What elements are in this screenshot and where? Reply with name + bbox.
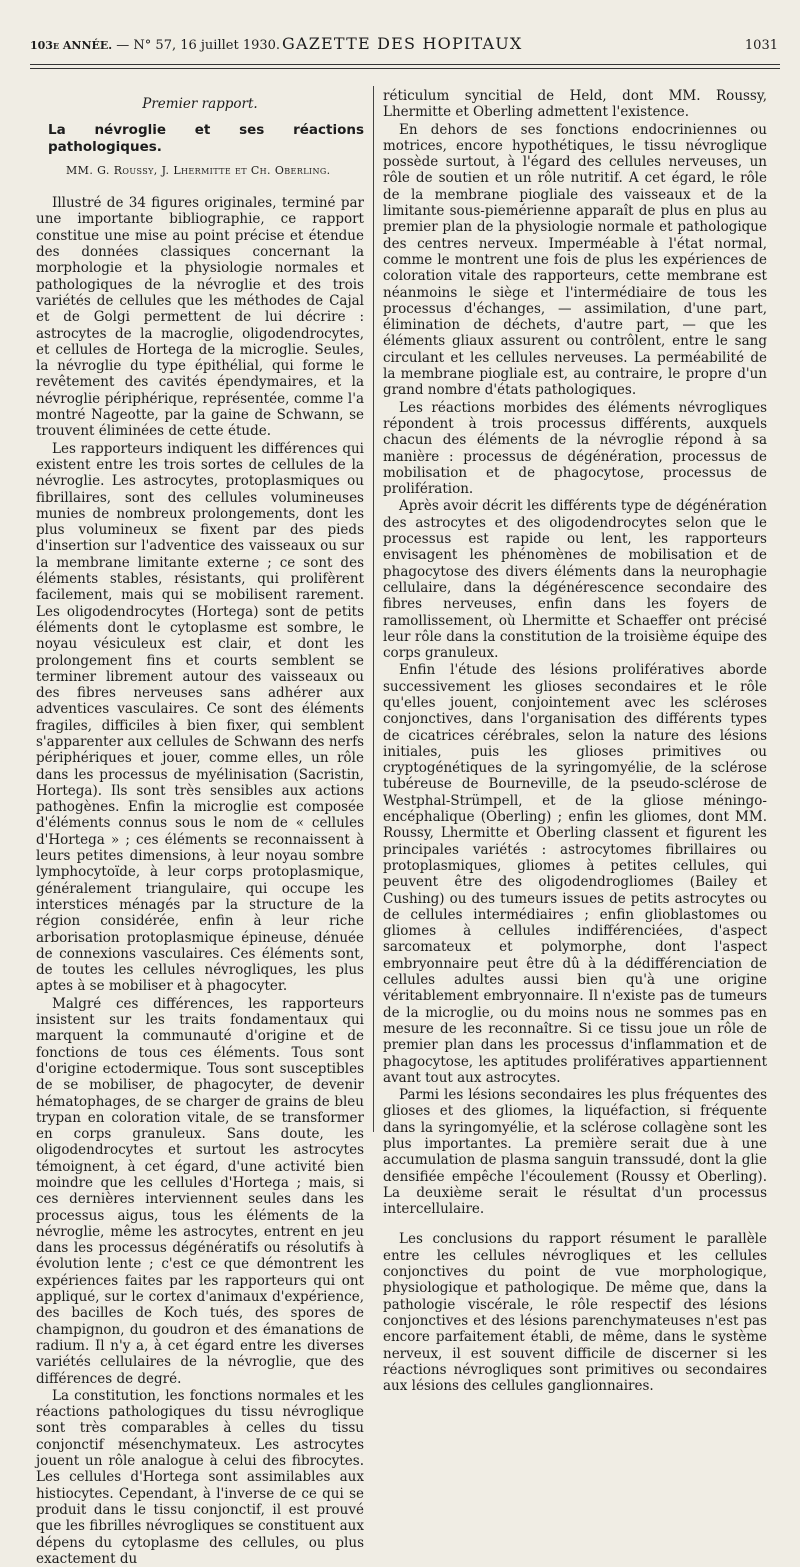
article-kicker: Premier rapport. bbox=[142, 96, 258, 112]
page-header bbox=[30, 34, 778, 58]
issue-number-date: — N° 57, 16 juillet 1930. bbox=[116, 38, 281, 53]
section-gap bbox=[383, 1217, 767, 1231]
paragraph: Enfin l'étude des lésions prolifératives aborde successivement les glioses secondaires et le rôle qu'elles jouent, conjointement avec les scléroses conjonctives, dans l'organisation des différents types de cicatrices cérébrales, selon la nature des lésions initiales, puis les glioses primitives ou cryptogénétiques de la syringomyélie, de la sclérose tubéreuse de Bourneville, de la pseudo-sclérose de Westphal-Strümpell, et de la gliose méningo-encéphalique (Oberling) ; enfin les gliomes, dont MM. Roussy, Lhermitte et Oberling classent et figurent les principales variétés : astrocytomes fibrillaires ou protoplasmiques, gliomes à petites cellules, qui peuvent être des oligodendrogliomes (Bailey et Cushing) ou des tumeurs issues de petits astrocytes ou de cellules intermédiaires ; enfin glioblastomes ou gliomes à cellules indifférenciées, d'aspect sarcomateux et polymorphe, dont l'aspect embryonnaire peut être dû à la dédifférenciation de cellules adultes aussi bien qu'à une origine véritablement embryonnaire. Il n'existe pas de tumeurs de la microglie, ou du moins nous ne sommes pas en mesure de les reconnaître. Si ce tissu joue un rôle de premier plan dans les processus d'inflammation et de phagocytose, les aptitudes prolifératives appartiennent avant tout aux astrocytes. bbox=[383, 662, 767, 1086]
header-rule-top bbox=[30, 64, 780, 65]
journal-title: GAZETTE DES HOPITAUX bbox=[282, 34, 523, 53]
paragraph: Malgré ces différences, les rapporteurs insistent sur les traits fondamentaux qui marquent la communauté d'origine et de fonctions de tous ces éléments. Tous sont d'origine ectodermique. Tous sont susceptibles de se mobiliser, de phagocyter, de devenir hématophages, de se charger de grains de bleu trypan en coloration vitale, de se transformer en corps granuleux. Sans doute, les oligodendrocytes et surtout les astrocytes témoignent, à cet égard, d'une activité bien moindre que les cellules d'Hortega ; mais, si ces dernières interviennent seules dans les processus aigus, tous les éléments de la névroglie, même les astrocytes, entrent en jeu dans les processus dégénératifs ou résolutifs à évolution lente ; c'est ce que démontrent les expériences faites par les rapporteurs qui ont appliqué, sur le cortex d'animaux d'expérience, des bacilles de Koch tués, des spores de champignon, du goudron et des émanations de radium. Il n'y a, à cet égard entre les diverses variétés cellulaires de la névroglie, que des différences de degré. bbox=[36, 995, 364, 1387]
header-rule-bottom bbox=[30, 68, 780, 69]
paragraph: La constitution, les fonctions normales et les réactions pathologiques du tissu névroglique sont très comparables à celles du tissu conjonctif mésenchymateux. Les astrocytes jouent un rôle analogue à celui des fibrocytes. Les cellules d'Hortega sont assimilables aux histiocytes. Cependant, à l'inverse de ce qui se produit dans le tissu conjonctif, il est prouvé que les fibrilles névrogliques se constituent aux dépens du cytoplasme des cellules, ou plus exactement du bbox=[36, 1387, 364, 1567]
paragraph: Les rapporteurs indiquent les différences qui existent entre les trois sortes de cellules de la névroglie. Les astrocytes, protoplasmiques ou fibrillaires, sont des cellules volumineuses munies de nombreux prolongements, dont les plus volumineux se fixent par des pieds d'insertion sur l'adventice des vaisseaux ou sur la membrane limitante externe ; ce sont des éléments stables, résistants, qui prolifèrent facilement, mais qui se mobilisent rarement. Les oligodendrocytes (Hortega) sont de petits éléments dont le cytoplasme est sombre, le noyau vésiculeux est clair, et dont les prolongement fins et courts semblent se terminer librement autour des vaisseaux ou des fibres nerveuses sans adhérer aux adventices vasculaires. Ce sont des éléments fragiles, difficiles à bien fixer, qui semblent s'apparenter aux cellules de Schwann des nerfs périphériques et jouer, comme elles, un rôle dans les processus de myélinisation (Sacristin, Hortega). Ils sont très sensibles aux actions pathogènes. Enfin la microglie est composée d'éléments connus sous le nom de « cellules d'Hortega » ; ces éléments se reconnaissent à leurs petites dimensions, à leur noyau sombre lymphocytoïde, à leur corps protoplasmique, généralement triangulaire, qui occupe les interstices ménagés par la structure de la région considérée, enfin à leur riche arborisation protoplasmique épineuse, dénuée de connexions vasculaires. Ces éléments sont, de toutes les cellules névrogliques, les plus aptes à se mobiliser et à phagocyter. bbox=[36, 440, 364, 995]
column-divider bbox=[373, 86, 374, 1132]
paragraph: réticulum syncitial de Held, dont MM. Roussy, Lhermitte et Oberling admettent l'existence. bbox=[383, 88, 767, 121]
conclusion-paragraph: Les conclusions du rapport résument le parallèle entre les cellules névrogliques et les cellules conjonctives du point de vue morphologique, physiologique et pathologique. De même que, dans la pathologie viscérale, le rôle respectif des lésions conjonctives et des lésions parenchymateuses n'est pas encore parfaitement établi, de même, dans le système nerveux, il est souvent difficile de discerner si les réactions névrogliques sont primitives ou secondaires aux lésions des cellules ganglionnaires. bbox=[383, 1231, 767, 1395]
paragraph: Après avoir décrit les différents type de dégénération des astrocytes et des oligodendrocytes selon que le processus est rapide ou lent, les rapporteurs envisagent les phénomènes de mobilisation et de phagocytose des divers éléments dans la neurophagie cellulaire, dans la dégénérescence secondaire des fibres nerveuses, enfin dans les foyers de ramollissement, où Lhermitte et Schaeffer ont précisé leur rôle dans la constitution de la troisième équipe des corps granuleux. bbox=[383, 498, 767, 662]
paragraph: En dehors de ses fonctions endocriniennes ou motrices, encore hypothétiques, le tissu névroglique possède surtout, à l'égard des cellules nerveuses, un rôle de soutien et un rôle nutritif. A cet égard, le rôle de la membrane piogliale des vaisseaux et de la limitante sous-piemérienne apparaît de plus en plus au premier plan de la physiologie normale et pathologique des centres nerveux. Imperméable à l'état normal, comme le montrent une fois de plus les expériences de coloration vitale des rapporteurs, cette membrane est néanmoins le siège et l'intermédiaire de tous les processus d'échanges, — assimilation, d'une part, élimination de déchets, d'autre part, — que les éléments gliaux assurent ou contrôlent, entre le sang circulant et les cellules nerveuses. La perméabilité de la membrane piogliale est, au contraire, le propre d'un grand nombre d'états pathologiques. bbox=[383, 121, 767, 399]
year-label: 103e ANNÉE. bbox=[30, 39, 113, 52]
left-column bbox=[36, 96, 364, 1567]
article-title: La névroglie et ses réactions pathologiques. bbox=[48, 122, 364, 155]
paragraph: Les réactions morbides des éléments névrogliques répondent à trois processus différents, auxquels chacun des éléments de la névroglie répond à sa manière : processus de dégénération, processus de mobilisation et de phagocytose, processus de prolifération. bbox=[383, 399, 767, 498]
issue-line bbox=[30, 38, 280, 53]
article-authors: MM. G. Roussy, J. Lhermitte et Ch. Oberling. bbox=[66, 163, 331, 177]
paragraph: Parmi les lésions secondaires les plus fréquentes des glioses et des gliomes, la liquéfaction, si fréquente dans la syringomyélie, et la sclérose collagène sont les plus importantes. La première serait due à une accumulation de plasma sanguin transsudé, dont la glie densifiée empêche l'écoulement (Roussy et Oberling). La deuxième serait le résultat d'un processus intercellulaire. bbox=[383, 1087, 767, 1218]
paragraph: Illustré de 34 figures originales, terminé par une importante bibliographie, ce rapport constitue une mise au point précise et étendue des données classiques concernant la morphologie et la physiologie normales et pathologiques de la névroglie et des trois variétés de cellules que les méthodes de Cajal et de Golgi permettent de lui décrire : astrocytes de la macroglie, oligodendrocytes, et cellules de Hortega de la microglie. Seules, la névroglie du type épithélial, qui forme le revêtement des cavités épendymaires, et la névroglie périphérique, représentée, comme l'a montré Nageotte, par la gaine de Schwann, se trouvent éliminées de cette étude. bbox=[36, 195, 364, 440]
page-number: 1031 bbox=[744, 38, 778, 53]
right-column bbox=[383, 88, 767, 1394]
